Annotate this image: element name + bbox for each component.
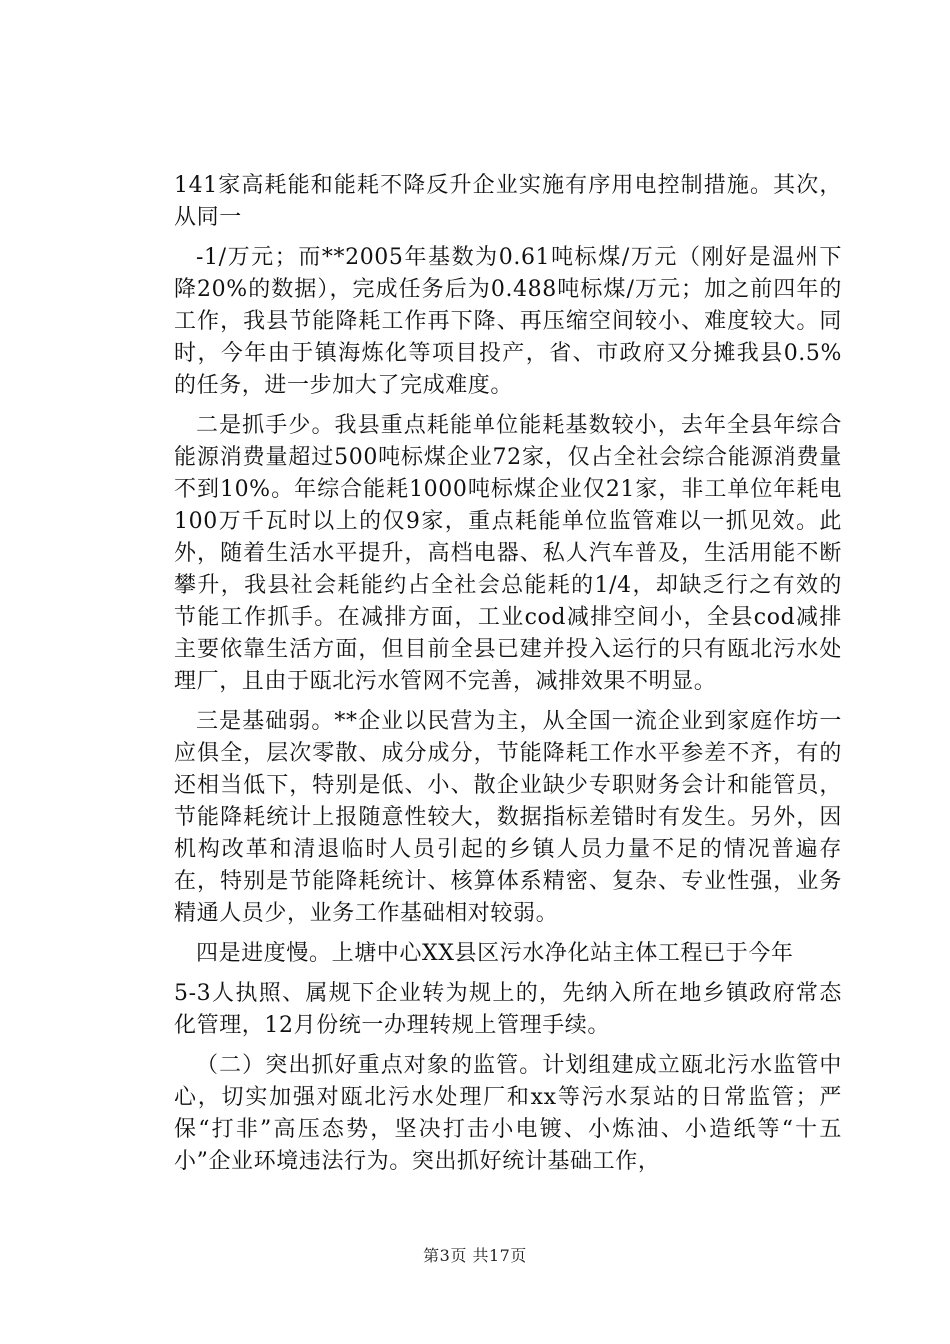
paragraph-5: 四是进度慢。上塘中心XX县区污水净化站主体工程已于今年: [196, 941, 794, 966]
document-body: [174, 170, 842, 1186]
paragraph-4: 三是基础弱。**企业以民营为主，从全国一流企业到家庭作坊一应俱全，层次零散、成分成分，节能降耗工作水平参差不齐，有的还相当低下，特别是低、小、散企业缺少专职财务会计和能管员，节能降耗统计上报随意性较大，数据指标差错时有发生。另外，因机构改革和清退临时人员引起的乡镇人员力量不足的情况普遍存在，特别是节能降耗统计、核算体系精密、复杂、专业性强，业务精通人员少，业务工作基础相对较弱。: [174, 709, 842, 926]
paragraph-3: 二是抓手少。我县重点耗能单位能耗基数较小，去年全县年综合能源消费量超过500吨标煤企业72家，仅占全社会综合能源消费量不到10%。年综合能耗1000吨标煤企业仅21家，非工单位年耗电100万千瓦时以上的仅9家，重点耗能单位监管难以一抓见效。此外，随着生活水平提升，高档电器、私人汽车普及，生活用能不断攀升，我县社会耗能约占全社会总能耗的1/4，却缺乏行之有效的节能工作抓手。在减排方面，工业cod减排空间小，全县cod减排主要依靠生活方面，但目前全县已建并投入运行的只有瓯北污水处理厂，且由于瓯北污水管网不完善，减排效果不明显。: [174, 413, 842, 694]
paragraph-1: 141家高耗能和能耗不降反升企业实施有序用电控制措施。其次，从同一: [174, 173, 842, 230]
page-footer: 第3页 共17页: [423, 1246, 527, 1265]
paragraph-7: （二）突出抓好重点对象的监管。计划组建成立瓯北污水监管中心，切实加强对瓯北污水处理厂和xx等污水泵站的日常监管；严保“打非”高压态势，坚决打击小电镀、小炼油、小造纸等“十五小”企业环境违法行为。突出抓好统计基础工作，: [174, 1053, 842, 1174]
paragraph-2: -1/万元；而**2005年基数为0.61吨标煤/万元（刚好是温州下降20%的数据），完成任务后为0.488吨标煤/万元；加之前四年的工作，我县节能降耗工作再下降、再压缩空间较小、难度较大。同时，今年由于镇海炼化等项目投产，省、市政府又分摊我县0.5%的任务，进一步加大了完成难度。: [174, 245, 842, 398]
paragraph-6: 5-3人执照、属规下企业转为规上的，先纳入所在地乡镇政府常态化管理，12月份统一办理转规上管理手续。: [174, 981, 842, 1038]
